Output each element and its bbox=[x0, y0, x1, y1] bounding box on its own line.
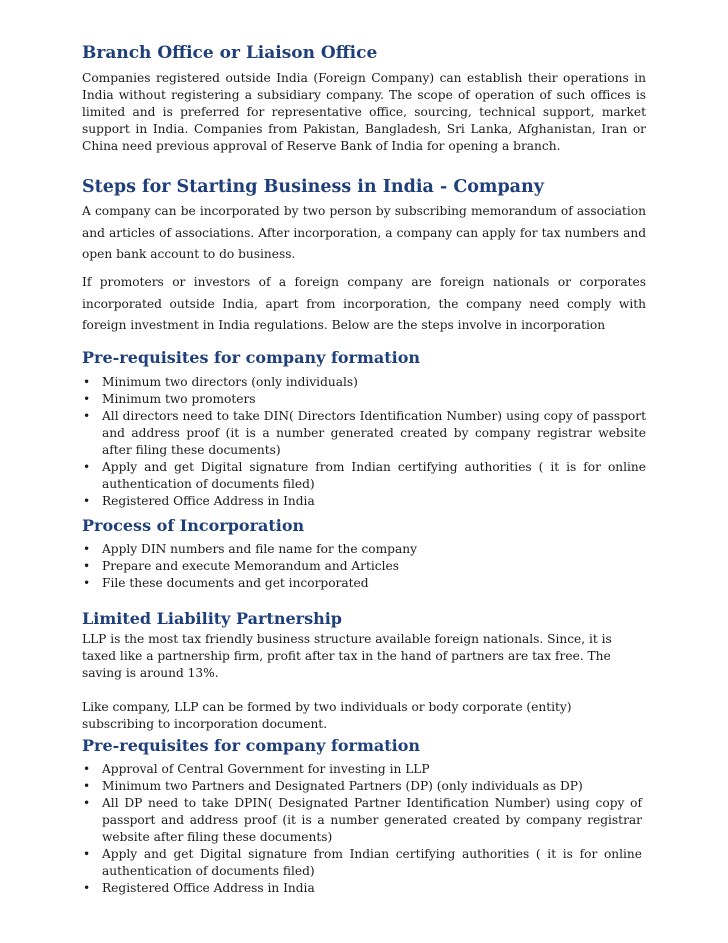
paragraph-foreign-investment: If promoters or investors of a foreign company are foreign nationals or corporates incorporated outside India, apart from incorporation, the company need comply with foreign investment in India regulations. Below are the steps involve in incorporation bbox=[82, 275, 646, 332]
list-item: • Registered Office Address in India bbox=[82, 493, 646, 510]
list-item: • All directors need to take DIN( Directors Identification Number) using copy of passport and address proof (it is a number generated created by company registrar website after filing these documents) bbox=[82, 408, 646, 459]
paragraph-llp-formation: Like company, LLP can be formed by two individuals or body corporate (entity) subscribing to incorporation document. bbox=[82, 700, 572, 731]
list-item: • Minimum two Partners and Designated Partners (DP) (only individuals as DP) bbox=[82, 778, 642, 795]
list-item: • Apply DIN numbers and file name for the company bbox=[82, 541, 646, 558]
list-item: • Approval of Central Government for investing in LLP bbox=[82, 761, 642, 778]
heading-branch-office: Branch Office or Liaison Office bbox=[82, 43, 378, 63]
paragraph-branch-office: Companies registered outside India (Foreign Company) can establish their operations in India without registering a subsidiary company. The scope of operation of such offices is limited and is preferred for representative office, sourcing, technical support, market support in India. Companies from Pakistan, Bangladesh, Sri Lanka, Afghanistan, Iran or China need previous approval of Reserve Bank of India for opening a branch. bbox=[82, 71, 646, 153]
list-item: • Registered Office Address in India bbox=[82, 880, 642, 897]
list-item: • File these documents and get incorporated bbox=[82, 575, 646, 592]
heading-prereq-llp: Pre-requisites for company formation bbox=[82, 736, 421, 755]
prereq-llp-list bbox=[82, 761, 642, 897]
list-item: • Prepare and execute Memorandum and Articles bbox=[82, 558, 646, 575]
process-incorporation-list bbox=[82, 541, 646, 592]
list-item: • Apply and get Digital signature from Indian certifying authorities ( it is for online authentication of documents filed) bbox=[82, 459, 646, 493]
paragraph-llp-tax: LLP is the most tax friendly business structure available foreign nationals. Since, it is taxed like a partnership firm, profit after tax in the hand of partners are tax free. The saving is around 13%. bbox=[82, 632, 612, 680]
heading-prereq-company: Pre-requisites for company formation bbox=[82, 348, 421, 367]
list-item: • All DP need to take DPIN( Designated Partner Identification Number) using copy of passport and address proof (it is a number generated created by company registrar website after filing these documents) bbox=[82, 795, 642, 846]
heading-process-incorporation: Process of Incorporation bbox=[82, 516, 305, 535]
list-item: • Apply and get Digital signature from Indian certifying authorities ( it is for online authentication of documents filed) bbox=[82, 846, 642, 880]
list-item: • Minimum two directors (only individuals) bbox=[82, 374, 646, 391]
list-item: • Minimum two promoters bbox=[82, 391, 646, 408]
heading-llp: Limited Liability Partnership bbox=[82, 609, 342, 628]
paragraph-company-intro: A company can be incorporated by two person by subscribing memorandum of association and articles of associations. After incorporation, a company can apply for tax numbers and open bank account to do business. bbox=[82, 204, 646, 261]
prereq-company-list bbox=[82, 374, 646, 510]
heading-steps-company: Steps for Starting Business in India - Company bbox=[82, 177, 544, 197]
